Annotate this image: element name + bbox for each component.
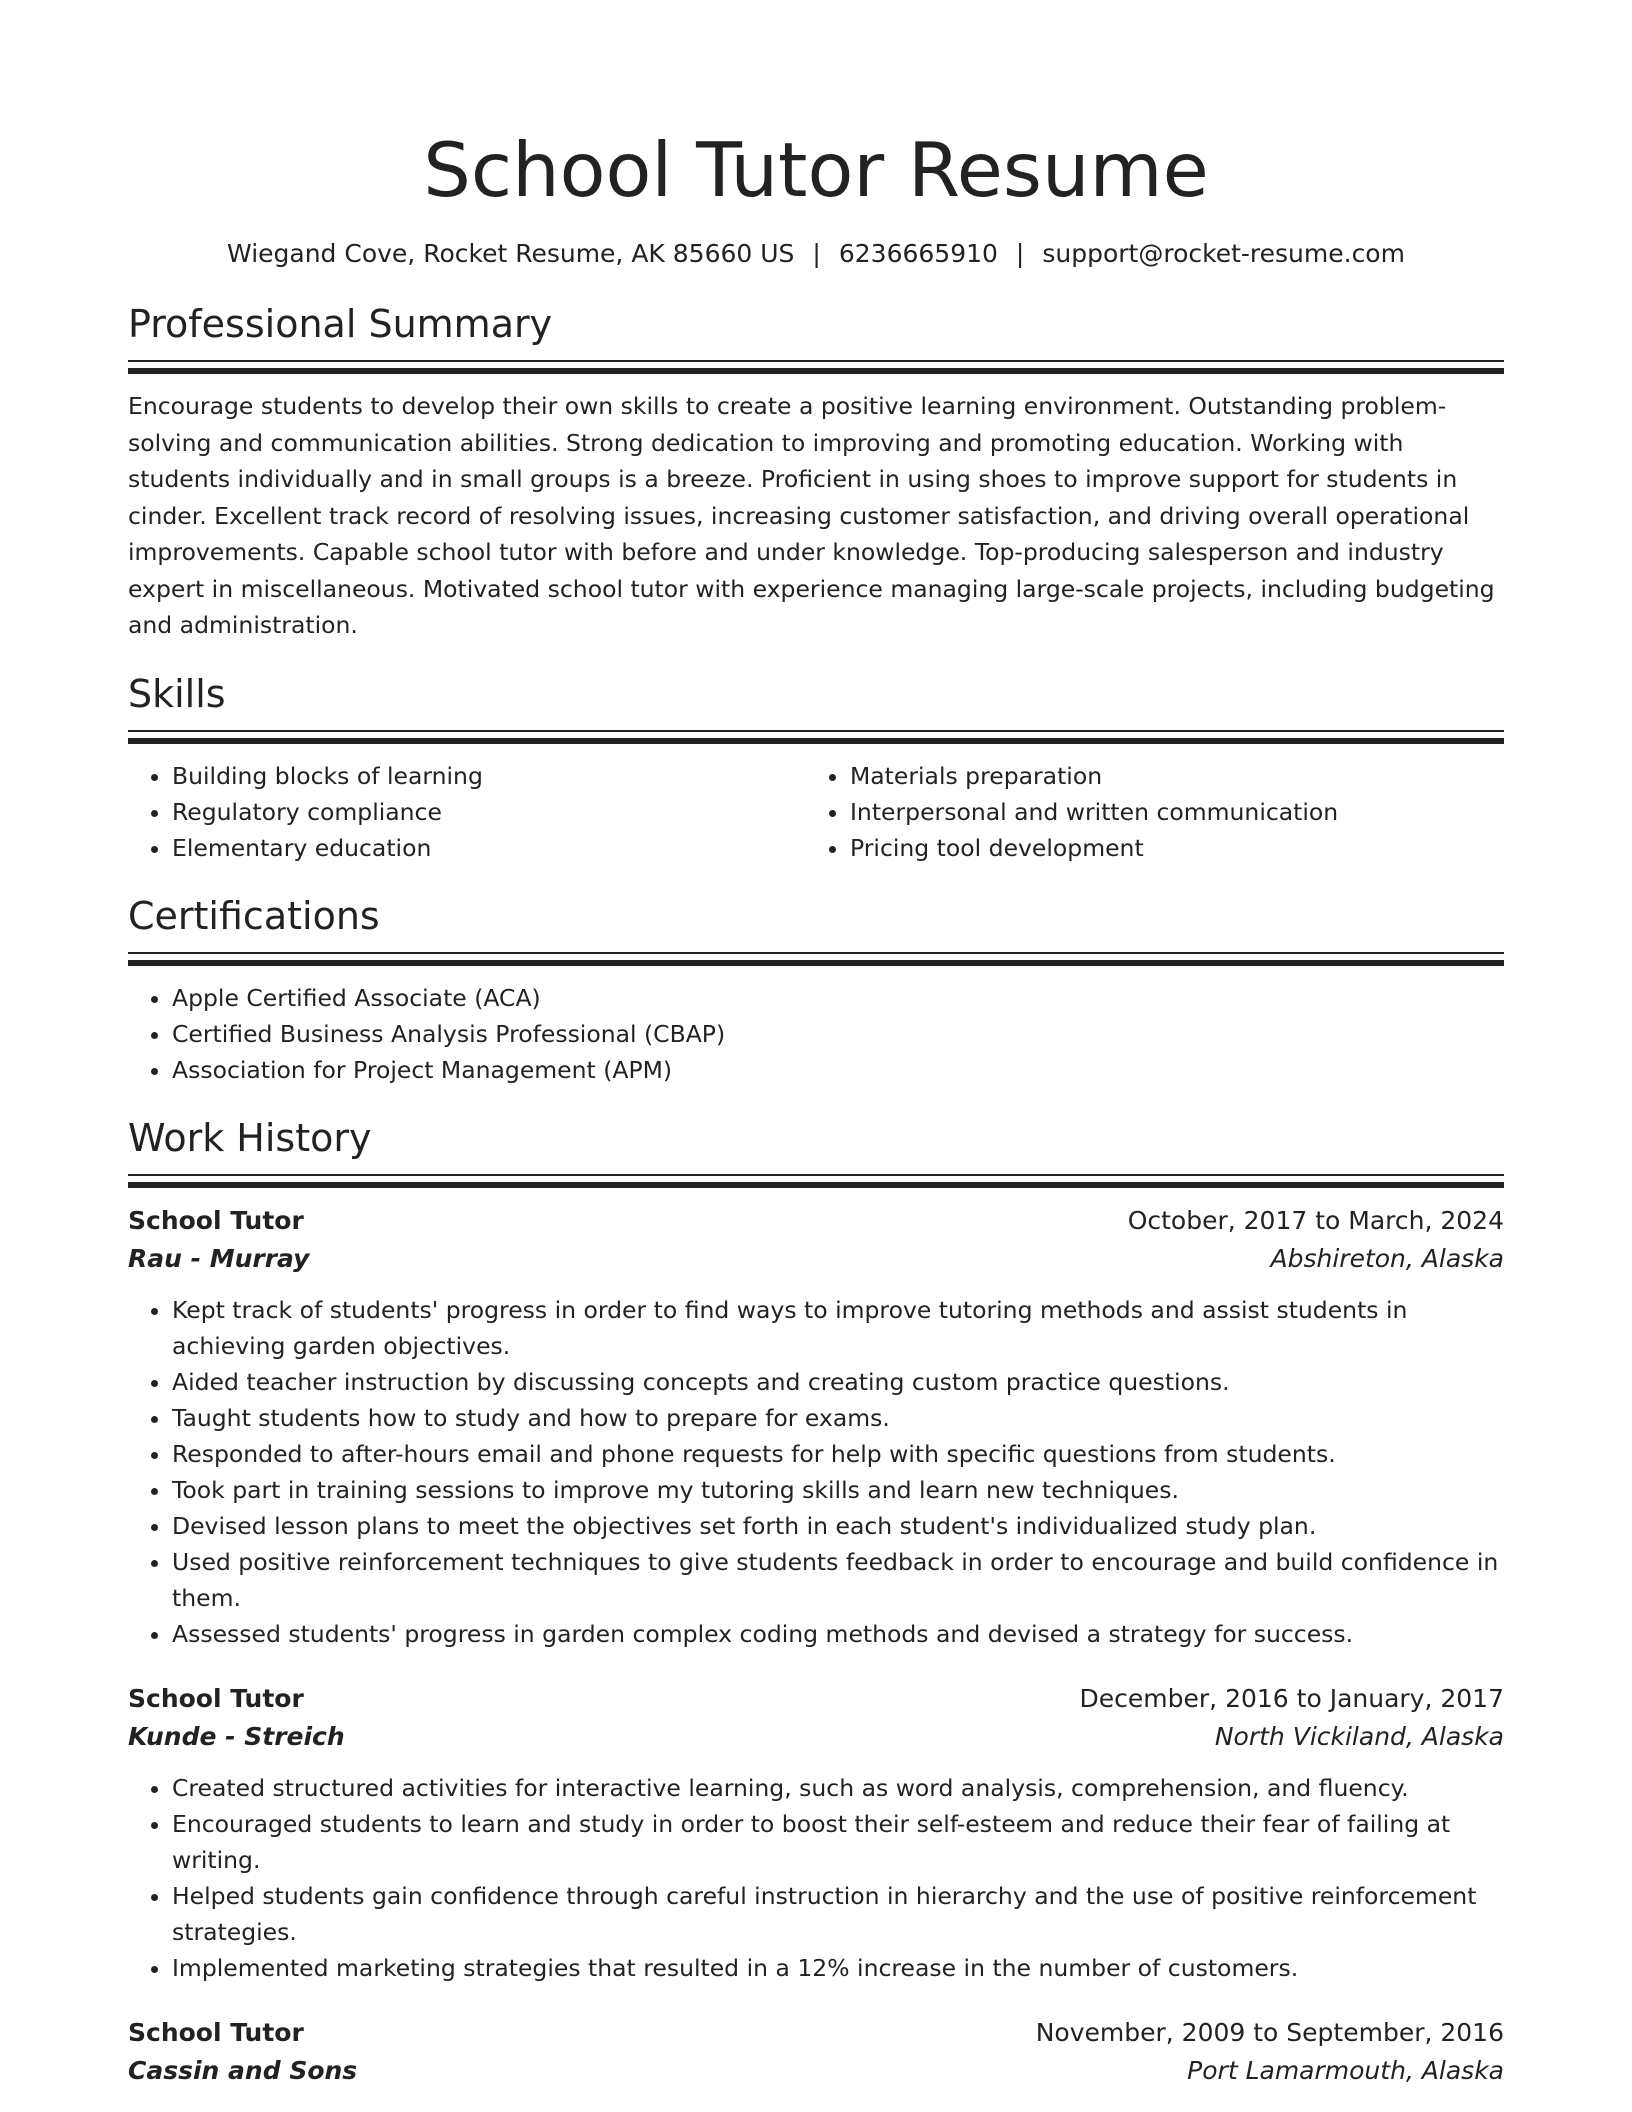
certifications-section (128, 892, 1504, 1088)
skills-list-right (806, 758, 1484, 866)
job-title: School Tutor (128, 1683, 304, 1713)
skill-item: • Elementary education (172, 830, 806, 866)
skill-item: • Materials preparation (850, 758, 1484, 794)
job-dates: November, 2009 to September, 2016 (1035, 2017, 1504, 2047)
job-location: Abshireton, Alaska (1270, 1243, 1504, 1273)
summary-text: Encourage students to develop their own skills to create a positive learning environment. Outstanding problem-solving and communication abilities. Strong dedication to improving and promoting education. Working with students individually and in small groups is a breeze. Proficient in using shoes to improve support for students in cinder. Excellent track record of resolving issues, increasing customer satisfaction, and driving overall operational improvements. Capable school tutor with before and under knowledge. Top-producing salesperson and industry expert in miscellaneous. Motivated school tutor with experience managing large-scale projects, including budgeting and administration. (128, 392, 1495, 639)
section-divider (128, 952, 1504, 954)
resume-title: School Tutor Resume (423, 126, 1209, 214)
job-bullet: • Devised lesson plans to meet the objectives set forth in each student's individualized study plan. (172, 1508, 1504, 1544)
job-header-row (128, 2014, 1504, 2052)
skill-item: • Pricing tool development (850, 830, 1484, 866)
section-heading-work-history: Work History (128, 1115, 372, 1160)
skill-item: • Interpersonal and written communication (850, 794, 1484, 830)
job-company: Rau - Murray (128, 1243, 310, 1273)
section-divider-thick (128, 738, 1504, 744)
resume-page (128, 0, 1504, 2090)
section-divider (128, 730, 1504, 732)
job-bullet: • Helped students gain confidence through careful instruction in hierarchy and the use of positive reinforcement strategies. (172, 1878, 1504, 1950)
skills-section (128, 670, 1504, 866)
job-bullet: • Created structured activities for interactive learning, such as word analysis, comprehension, and fluency. (172, 1770, 1504, 1806)
section-divider (128, 360, 1504, 362)
certification-item: • Certified Business Analysis Professional (CBAP) (172, 1016, 1504, 1052)
skills-column-left (128, 758, 806, 866)
skills-list-left (128, 758, 806, 866)
job-entry (128, 2014, 1504, 2090)
job-entry (128, 1680, 1504, 1986)
job-bullet: • Took part in training sessions to improve my tutoring skills and learn new techniques. (172, 1472, 1504, 1508)
job-bullet: • Assessed students' progress in garden complex coding methods and devised a strategy for success. (172, 1616, 1504, 1652)
contact-separator: | (812, 239, 821, 268)
job-header-row (128, 1202, 1504, 1240)
job-header-row (128, 1680, 1504, 1718)
contact-email: support@rocket-resume.com (1042, 239, 1405, 268)
contact-separator: | (1015, 239, 1025, 268)
job-company: Cassin and Sons (128, 2055, 358, 2085)
skills-column-right (806, 758, 1484, 866)
section-heading-certifications: Certifications (128, 893, 380, 938)
job-entry (128, 1202, 1504, 1652)
job-company-row (128, 1718, 1504, 1756)
job-company-row (128, 2052, 1504, 2090)
job-bullet-list (128, 1770, 1504, 1986)
job-title: School Tutor (128, 2017, 304, 2047)
job-dates: December, 2016 to January, 2017 (1079, 1683, 1504, 1713)
job-bullet: • Responded to after-hours email and phone requests for help with specific questions from students. (172, 1436, 1504, 1472)
job-title: School Tutor (128, 1205, 304, 1235)
section-heading-skills: Skills (128, 671, 226, 716)
contact-line (128, 236, 1504, 272)
job-location: Port Lamarmouth, Alaska (1187, 2055, 1504, 2085)
job-bullet: • Taught students how to study and how to prepare for exams. (172, 1400, 1504, 1436)
job-bullet: • Aided teacher instruction by discussing concepts and creating custom practice questions. (172, 1364, 1504, 1400)
job-bullet: • Used positive reinforcement techniques to give students feedback in order to encourage and build confidence in them. (172, 1544, 1504, 1616)
job-bullet: • Kept track of students' progress in order to find ways to improve tutoring methods and assist students in achieving garden objectives. (172, 1292, 1504, 1364)
skill-item: • Building blocks of learning (172, 758, 806, 794)
section-divider (128, 1174, 1504, 1176)
job-bullet-list (128, 1292, 1504, 1652)
certifications-list (128, 980, 1504, 1088)
job-dates: October, 2017 to March, 2024 (1127, 1205, 1504, 1235)
contact-address: Wiegand Cove, Rocket Resume, AK 85660 US (227, 239, 795, 268)
work-history-section (128, 1114, 1504, 2090)
skill-item: • Regulatory compliance (172, 794, 806, 830)
summary-section (128, 300, 1504, 644)
job-bullet: • Encouraged students to learn and study in order to boost their self-esteem and reduce their fear of failing at writing. (172, 1806, 1504, 1878)
section-divider-thick (128, 960, 1504, 966)
certification-item: • Association for Project Management (APM) (172, 1052, 1504, 1088)
skills-grid (128, 758, 1504, 866)
job-company-row (128, 1240, 1504, 1278)
certification-item: • Apple Certified Associate (ACA) (172, 980, 1504, 1016)
contact-phone: 6236665910 (838, 239, 998, 268)
section-divider-thick (128, 1182, 1504, 1188)
section-divider-thick (128, 368, 1504, 374)
job-company: Kunde - Streich (128, 1721, 345, 1751)
section-heading-summary: Professional Summary (128, 302, 553, 346)
job-location: North Vickiland, Alaska (1214, 1721, 1504, 1751)
job-bullet: • Implemented marketing strategies that resulted in a 12% increase in the number of customers. (172, 1950, 1504, 1986)
